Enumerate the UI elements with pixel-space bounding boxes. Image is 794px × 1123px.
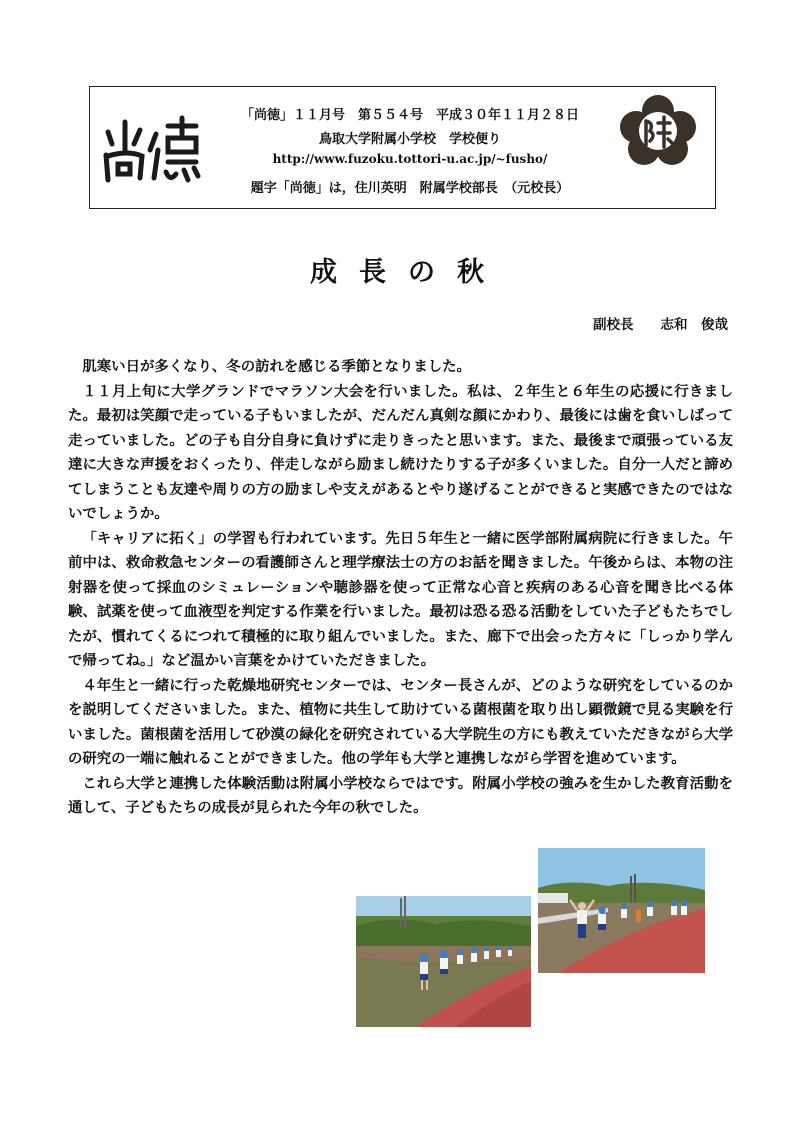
article-title: 成長の秋 [310,257,506,288]
paragraph: 「キャリアに拓く」の学習も行われています。先日５年生と一緒に医学部附属病院に行きました。午前中は、救命救急センターの看護師さんと理学療法士の方のお話を聞きました。午後からは、本物の注射器を使って採血のシミュレーションや聴診器を使って正常な心音と疾病のある心音を聞き比べる体験、試薬を使って血液型を判定する作業を行いました。最初は恐る恐る活動をしていた子どもたちでしたが、慣れてくるにつれて積極的に取り組んでいました。また、廊下で出会った方々に「しっかり学んで帰ってね。」など温かい言葉をかけていただきました。 [68,529,733,669]
school-name-line: 鳥取大学附属小学校 学校便り [318,132,501,147]
article-body [68,355,733,821]
issue-info-line: 「尚徳」１１月号 第５５４号 平成３０年１１月２８日 [240,108,579,123]
paragraph: 肌寒い日が多くなり、冬の訪れを感じる季節となりました。 [82,358,471,375]
paragraph: これら大学と連携した体験活動は附属小学校ならではです。附属小学校の強みを生かした教育活動を通して、子どもたちの成長が見られた今年の秋でした。 [68,774,733,816]
calligraphy-credit-line: 題字「尚徳」は，住川英明 附属学校部長 （元校長） [250,181,570,196]
marathon-photo-runners [356,896,531,1027]
school-url: http://www.fuzoku.tottori-u.ac.jp/~fusho/ [272,152,548,166]
marathon-photo-finish [538,848,705,973]
paragraph: ４年生と一緒に行った乾燥地研究センターでは、センター長さんが、どのような研究をしているのかを説明してくださいました。また、植物に共生して助けている菌根菌を取り出し顕微鏡で見る実験を行いました。菌根菌を活用して砂漠の緑化を研究されている大学院生の方にも教えていただきながら大学の研究の一端に触れることができました。他の学年も大学と連携しながら学習を進めています。 [68,676,733,767]
article-author: 副校長 志和 俊哉 [593,317,728,333]
paragraph: １１月上旬に大学グランドでマラソン大会を行いました。私は、２年生と６年生の応援に行きました。最初は笑顔で走っている子もいましたが、だんだん真剣な顔にかわり、最後には歯を食いしばって走っていました。どの子も自分自身に負けずに走りきったと思います。また、最後まで頑張っている友達に大きな声援をおくったり、伴走しながら励まし続けたりする子が多くいました。自分一人だと諦めてしまうことも友達や周りの方の励ましや支えがあるとやり遂げることができると実感できたのではないでしょうか。 [68,382,733,522]
